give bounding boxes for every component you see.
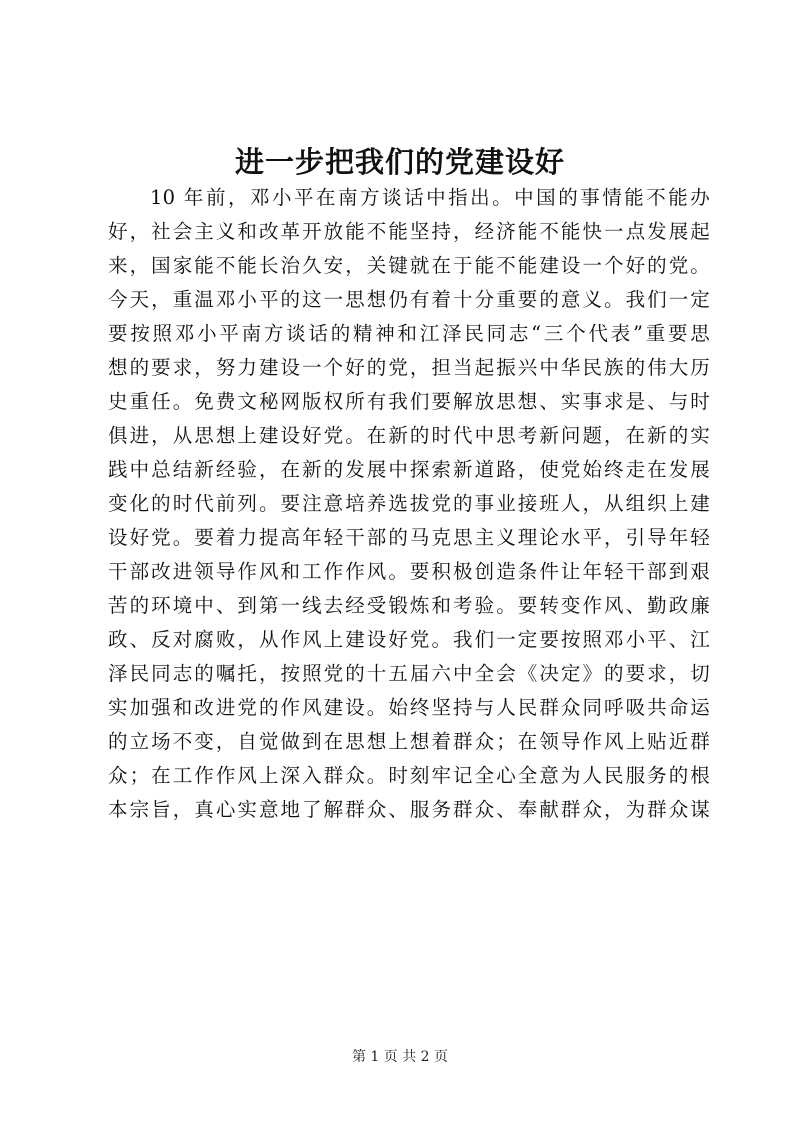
paragraph-line: 众；在工作作风上深入群众。时刻牢记全心全意为人民服务的根 [108, 764, 710, 787]
page-number-footer: 第 1 页 共 2 页 [351, 1049, 449, 1065]
paragraph-line: 实加强和改进党的作风建设。始终坚持与人民群众同呼吸共命运 [108, 696, 710, 719]
body-paragraph [108, 181, 710, 827]
paragraph-line: 好，社会主义和改革开放能不能坚持，经济能不能快一点发展起 [108, 220, 710, 243]
paragraph-line: 干部改进领导作风和工作作风。要积极创造条件让年轻干部到艰 [108, 560, 710, 583]
paragraph-line: 想的要求，努力建设一个好的党，担当起振兴中华民族的伟大历 [108, 356, 710, 379]
paragraph-line: 政、反对腐败，从作风上建设好党。我们一定要按照邓小平、江 [108, 628, 710, 651]
paragraph-line: 泽民同志的嘱托，按照党的十五届六中全会《决定》的要求，切 [108, 662, 710, 685]
document-title: 进一步把我们的党建设好 [234, 145, 565, 179]
paragraph-line: 史重任。免费文秘网版权所有我们要解放思想、实事求是、与时 [108, 390, 710, 413]
paragraph-line: 苦的环境中、到第一线去经受锻炼和考验。要转变作风、勤政廉 [108, 594, 710, 617]
paragraph-line: 设好党。要着力提高年轻干部的马克思主义理论水平，引导年轻 [108, 526, 710, 549]
paragraph-line: 践中总结新经验，在新的发展中探索新道路，使党始终走在发展 [108, 458, 710, 481]
paragraph-line: 要按照邓小平南方谈话的精神和江泽民同志“三个代表”重要思 [108, 322, 710, 345]
paragraph-line: 变化的时代前列。要注意培养选拔党的事业接班人，从组织上建 [108, 492, 710, 515]
paragraph-line: 来，国家能不能长治久安，关键就在于能不能建设一个好的党。 [108, 254, 710, 277]
paragraph-line: 俱进，从思想上建设好党。在新的时代中思考新问题，在新的实 [108, 424, 710, 447]
paragraph-line: 10 年前，邓小平在南方谈话中指出。中国的事情能不能办 [150, 186, 710, 209]
paragraph-line: 今天，重温邓小平的这一思想仍有着十分重要的意义。我们一定 [108, 288, 710, 311]
paragraph-line: 的立场不变，自觉做到在思想上想着群众；在领导作风上贴近群 [108, 730, 710, 753]
paragraph-line: 本宗旨，真心实意地了解群众、服务群众、奉献群众，为群众谋 [108, 798, 710, 821]
